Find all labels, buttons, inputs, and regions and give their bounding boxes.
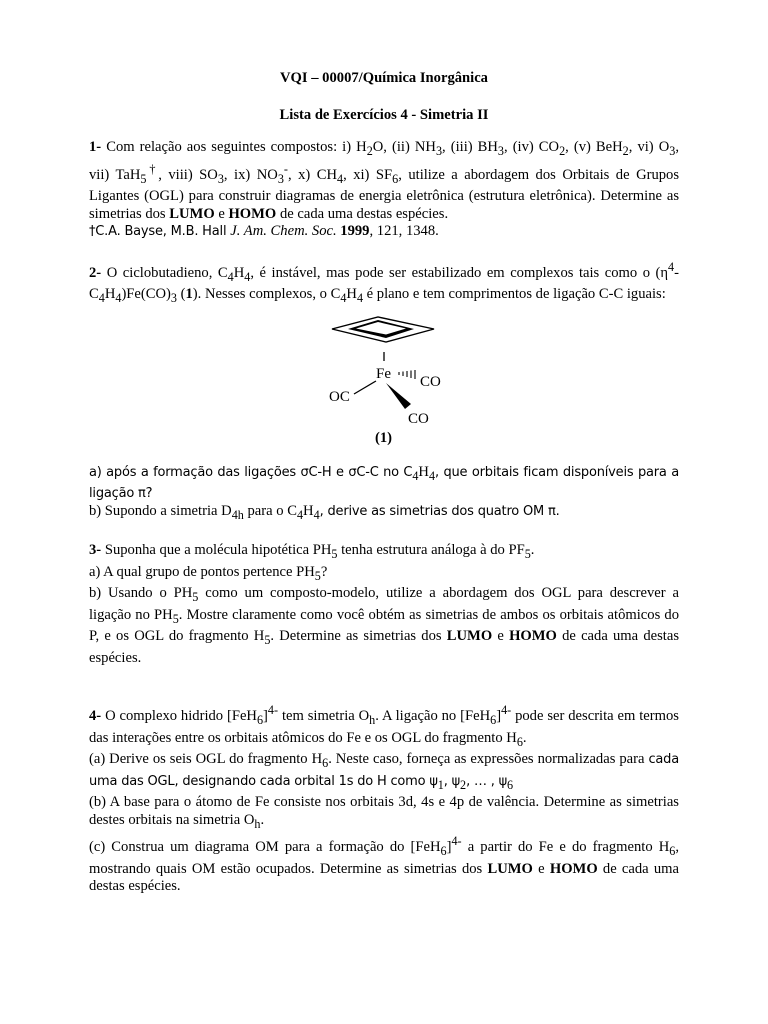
q2-text: H bbox=[346, 286, 357, 303]
homo-term: HOMO bbox=[549, 860, 598, 877]
subscript: h bbox=[369, 713, 376, 728]
q4c-text: (c) Construa um diagrama OM para a formação do [FeH bbox=[89, 839, 441, 856]
question-3a bbox=[89, 564, 679, 586]
subscript: 6 bbox=[669, 844, 676, 859]
subscript: 6 bbox=[440, 844, 447, 859]
subscript: 4h bbox=[231, 507, 244, 522]
course-title: VQI – 00007/Química Inorgânica bbox=[280, 70, 488, 86]
subscript: 4 bbox=[340, 291, 347, 306]
q3b-text: e bbox=[492, 628, 510, 645]
q2b-text: b) Supondo a simetria D bbox=[89, 502, 232, 519]
oc-left-label: OC bbox=[329, 388, 350, 405]
q2b-text: para o C bbox=[243, 502, 297, 519]
q3b-text: de cada uma destas espécies. bbox=[89, 628, 679, 666]
cyclobutadiene-iron-tricarbonyl-drawing bbox=[0, 308, 768, 458]
figure-caption: (1) bbox=[375, 429, 393, 446]
question-3b bbox=[89, 585, 679, 667]
question-number: 2- bbox=[89, 264, 102, 281]
subscript: 4 bbox=[337, 171, 344, 186]
complex-structure-figure bbox=[0, 308, 768, 458]
ref-authors: †C.A. Bayse, M.B. Hall bbox=[89, 224, 231, 240]
superscript: 4- bbox=[267, 703, 279, 718]
q1-text: , (iv) CO bbox=[504, 139, 560, 156]
q4b-text: (b) A base para o átomo de Fe consiste nos orbitais 3d, 4s e 4p de valência. Determine as simetrias destes orbitais na simetria O bbox=[89, 794, 679, 828]
subscript: 5 bbox=[172, 611, 179, 626]
q1-text: , vii) TaH bbox=[89, 139, 679, 183]
q1-text: , xi) SF bbox=[343, 166, 393, 183]
q1-text: , (v) BeH bbox=[565, 139, 623, 156]
subscript: h bbox=[254, 816, 261, 831]
q4a-text: cada uma das OGL, designando cada orbital 1s do H como ψ bbox=[89, 752, 679, 789]
superscript: 4 bbox=[668, 259, 675, 274]
question-2a bbox=[89, 464, 679, 503]
co-right-label: CO bbox=[420, 373, 441, 390]
subscript: 5 bbox=[192, 590, 199, 605]
q2-text: é plano e tem comprimentos de ligação C-C iguais: bbox=[363, 286, 666, 303]
subscript: 4 bbox=[356, 291, 364, 306]
subscript: 6 bbox=[516, 734, 523, 749]
subscript: 3 bbox=[277, 171, 284, 186]
subscript: 6 bbox=[322, 756, 329, 771]
dagger-mark: † bbox=[146, 161, 159, 176]
subscript: 4 bbox=[296, 507, 304, 522]
q2b-text: H bbox=[303, 502, 314, 519]
homo-term: HOMO bbox=[228, 205, 277, 222]
q4-text: tem simetria O bbox=[278, 708, 370, 725]
question-4b bbox=[89, 794, 679, 833]
ref-journal: J. Am. Chem. Soc. bbox=[230, 223, 337, 240]
superscript: - bbox=[283, 161, 288, 176]
subscript: 6 bbox=[256, 713, 264, 728]
lumo-term: LUMO bbox=[446, 628, 493, 645]
subscript: 6 bbox=[506, 777, 514, 792]
subscript: 4 bbox=[428, 468, 436, 483]
q4a-text: . Neste caso, forneça as expressões normalizadas para bbox=[328, 751, 649, 768]
q4-text: O complexo hidrido [FeH bbox=[105, 708, 257, 725]
superscript: 4- bbox=[501, 703, 512, 718]
q2a-text: H bbox=[418, 463, 429, 480]
q1-text: , ix) NO bbox=[223, 166, 278, 183]
question-2b bbox=[89, 503, 679, 525]
q4-text: . A ligação no [FeH bbox=[375, 708, 491, 725]
subscript: 3 bbox=[497, 144, 504, 159]
subscript: 4 bbox=[115, 291, 122, 306]
superscript: 4- bbox=[451, 834, 462, 849]
question-2 bbox=[89, 259, 679, 308]
list-title: Lista de Exercícios 4 - Simetria II bbox=[279, 106, 489, 123]
q2-text: ( bbox=[176, 286, 186, 303]
ref-rest: , 121, 1348. bbox=[369, 223, 439, 240]
subscript: 4 bbox=[244, 269, 251, 284]
q4-text: pode ser descrita em termos das interações entre os orbitais atômicos do Fe e os OGL do fragmento H bbox=[89, 708, 679, 746]
q4c-text: , mostrando quais OM estão ocupados. Determine as simetrias dos bbox=[89, 839, 679, 877]
subscript: 4 bbox=[313, 507, 320, 522]
q4c-text: ] bbox=[446, 839, 452, 856]
q3b-text: . Determine as simetrias dos bbox=[270, 628, 447, 645]
q1-text: O, (ii) NH bbox=[372, 139, 436, 156]
q4c-text: a partir do Fe e do fragmento H bbox=[461, 839, 670, 856]
subscript: 3 bbox=[669, 144, 676, 159]
q3a-text: a) A qual grupo de pontos pertence PH bbox=[89, 563, 315, 580]
lumo-term: LUMO bbox=[487, 860, 533, 877]
q1-text: , (iii) BH bbox=[442, 139, 498, 156]
q2-text: ). Nesses complexos, o C bbox=[192, 286, 341, 303]
plain-bond bbox=[354, 381, 376, 394]
co-bottom-label: CO bbox=[408, 410, 429, 427]
subscript: 6 bbox=[392, 171, 399, 186]
q1-text: , utilize a abordagem dos Orbitais de Grupos Ligantes (OGL) para construir diagramas de energia eletrônica (estrutura eletrônica). Determine as simetrias dos bbox=[89, 166, 680, 222]
subscript: 4 bbox=[227, 269, 234, 284]
lumo-term: LUMO bbox=[169, 205, 215, 222]
q2-text: )Fe(CO) bbox=[121, 286, 171, 303]
subscript: 2 bbox=[559, 144, 566, 159]
q1-text: e bbox=[214, 205, 229, 222]
question-number: 1- bbox=[89, 139, 102, 156]
fe-label: Fe bbox=[376, 365, 391, 382]
subscript: 5 bbox=[524, 547, 531, 562]
subscript: 2 bbox=[366, 144, 373, 159]
q4b-text: . bbox=[260, 811, 265, 828]
q3-text: Suponha que a molécula hipotética PH bbox=[104, 542, 332, 559]
q4a-text: , ψ bbox=[443, 773, 461, 789]
question-4c bbox=[89, 833, 679, 896]
subscript: 2 bbox=[622, 144, 629, 159]
subscript: 5 bbox=[331, 547, 338, 562]
q4-text: ] bbox=[263, 708, 268, 725]
homo-term: HOMO bbox=[509, 628, 557, 645]
q3-text: tenha estrutura análoga à do PF bbox=[337, 542, 525, 559]
question-4a bbox=[89, 751, 679, 794]
subscript: 3 bbox=[435, 144, 443, 159]
q1-text: , vi) O bbox=[628, 139, 670, 156]
q4-text: ] bbox=[496, 708, 502, 725]
q3b-text: como um composto-modelo, utilize a abordagem dos OGL para descrever a ligação no PH bbox=[89, 585, 679, 623]
q3-text: . bbox=[530, 542, 535, 559]
subscript: 5 bbox=[140, 171, 147, 186]
subscript: 3 bbox=[217, 171, 224, 186]
q4-text: . bbox=[522, 729, 527, 746]
q1-text: , viii) SO bbox=[158, 166, 218, 183]
subscript: 6 bbox=[490, 713, 497, 728]
question-1 bbox=[89, 139, 679, 223]
question-number: 3- bbox=[89, 542, 102, 559]
q3b-text: . Mostre claramente como você obtém as simetrias de ambos os orbitais atômicos do P, e os OGL do fragmento H bbox=[89, 606, 679, 645]
q1-text: , x) CH bbox=[287, 166, 337, 183]
q3b-text: b) Usando o PH bbox=[89, 585, 193, 602]
subscript: 5 bbox=[264, 633, 271, 648]
subscript: 4 bbox=[98, 291, 105, 306]
subscript: 2 bbox=[460, 777, 467, 792]
question-4 bbox=[89, 702, 679, 751]
q2-text: H bbox=[233, 264, 245, 281]
ref-year: 1999 bbox=[340, 223, 370, 240]
q1-text: Com relação aos seguintes compostos: i) H bbox=[106, 139, 367, 156]
question-3 bbox=[89, 542, 679, 564]
q2-text: -C bbox=[89, 264, 679, 303]
q2-text: O ciclobutadieno, C bbox=[106, 264, 228, 281]
q1-text: de cada uma destas espécies. bbox=[276, 205, 449, 222]
subscript: 3 bbox=[170, 291, 177, 306]
subscript: 1 bbox=[437, 777, 444, 792]
q4a-text: , … , ψ bbox=[466, 773, 507, 789]
subscript: 4 bbox=[412, 468, 419, 483]
q2b-text: , derive as simetrias dos quatro OM π. bbox=[319, 503, 560, 519]
q2a-text: a) após a formação das ligações σC-H e σC-C no C bbox=[89, 464, 413, 480]
q2a-text: , que orbitais ficam disponíveis para a ligação π? bbox=[89, 464, 679, 502]
q4a-text: (a) Derive os seis OGL do fragmento H bbox=[89, 751, 323, 768]
reference-line bbox=[89, 223, 679, 241]
q4c-text: de cada uma destas espécies. bbox=[89, 860, 680, 895]
compound-label: 1 bbox=[185, 286, 193, 303]
wedge-bond bbox=[386, 383, 411, 409]
q4c-text: e bbox=[532, 860, 550, 877]
q2-text: H bbox=[104, 286, 116, 303]
q3a-text: ? bbox=[320, 563, 328, 580]
question-number: 4- bbox=[89, 708, 102, 725]
hashed-bond bbox=[399, 370, 415, 379]
subscript: 5 bbox=[314, 568, 321, 583]
q2-text: , é instável, mas pode ser estabilizado em complexos tais como o (η bbox=[250, 264, 669, 281]
